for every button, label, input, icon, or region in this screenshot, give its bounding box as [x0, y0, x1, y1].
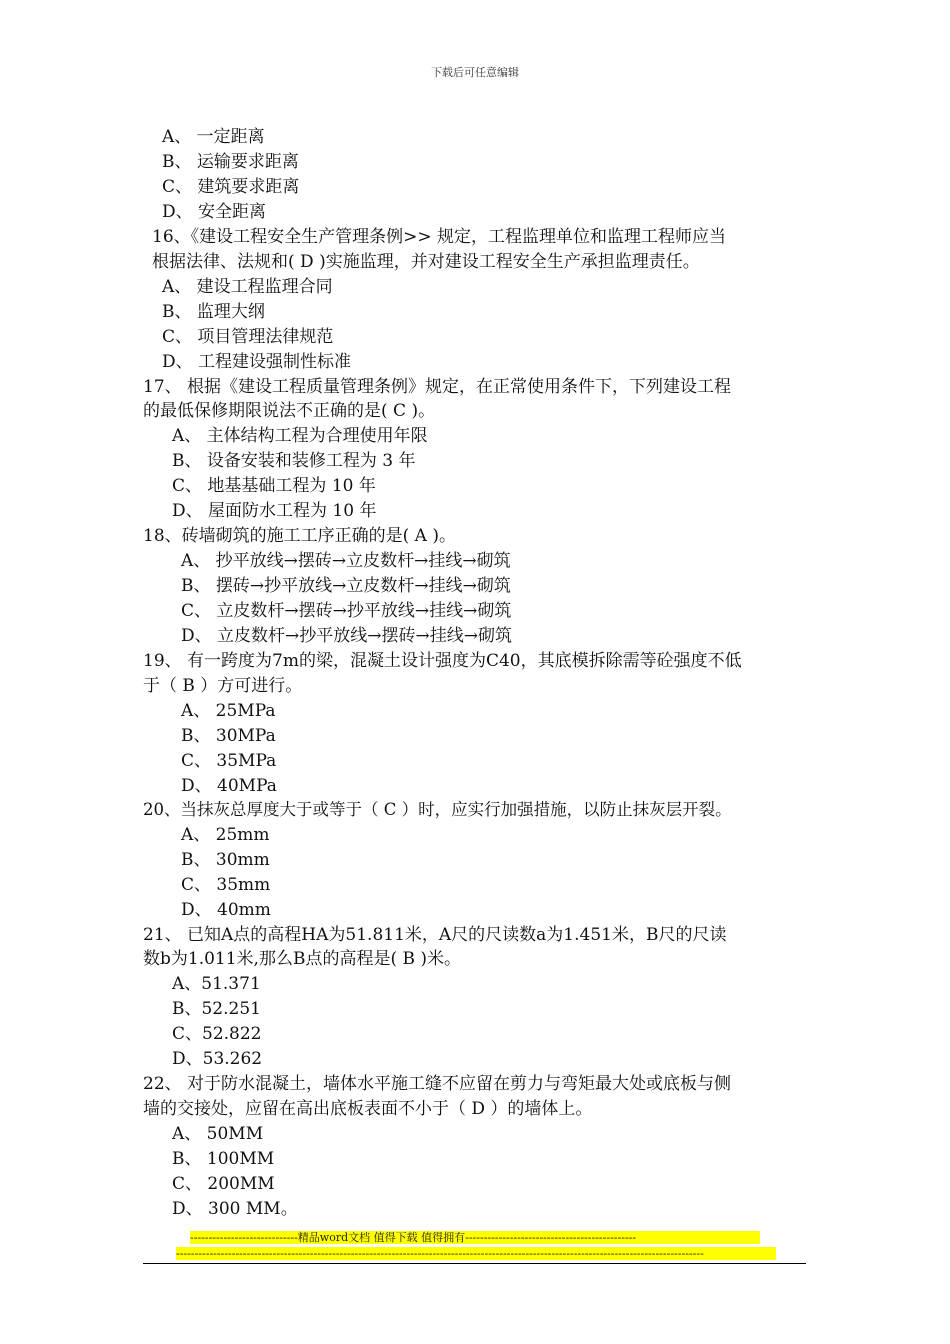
q18-option-b: B、 摆砖→抄平放线→立皮数杆→挂线→砌筑	[181, 576, 511, 596]
q16-option-d: D、 工程建设强制性标准	[162, 352, 352, 372]
q20-option-d: D、 40mm	[181, 900, 271, 920]
page-header: 下载后可任意编辑	[431, 66, 519, 79]
question-16-line2: 根据法律、法规和( D )实施监理，并对建设工程安全生产承担监理责任。	[152, 252, 700, 272]
option-a: A、 一定距离	[162, 127, 265, 147]
question-21-line2: 数b为1.011米,那么B点的高程是( B )米。	[143, 949, 462, 969]
q21-option-d: D、53.262	[172, 1049, 263, 1069]
q17-option-b: B、 设备安装和装修工程为 3 年	[172, 451, 416, 471]
q21-option-c: C、52.822	[172, 1024, 262, 1044]
q20-option-c: C、 35mm	[181, 875, 271, 895]
question-19-line2: 于（ B ）方可进行。	[143, 676, 303, 696]
option-c: C、 建筑要求距离	[162, 177, 300, 197]
q19-option-d: D、 40MPa	[181, 776, 277, 796]
question-22-line1: 22、 对于防水混凝土，墙体水平施工缝不应留在剪力与弯矩最大处或底板与侧	[143, 1074, 732, 1094]
q19-option-a: A、 25MPa	[181, 701, 276, 721]
q19-option-b: B、 30MPa	[181, 726, 276, 746]
question-16-line1: 16、《建设工程安全生产管理条例>> 规定，工程监理单位和监理工程师应当	[152, 227, 727, 247]
question-17-line2: 的最低保修期限说法不正确的是( C )。	[143, 401, 436, 421]
q22-option-b: B、 100MM	[172, 1149, 275, 1169]
q22-option-c: C、 200MM	[172, 1174, 275, 1194]
q22-option-d: D、 300 MM。	[172, 1199, 298, 1219]
q20-option-b: B、 30mm	[181, 850, 270, 870]
footer-banner-line2: ----------------------------------------------------------------------------------------------------------------------------------------------	[176, 1247, 776, 1260]
q22-option-a: A、 50MM	[172, 1124, 264, 1144]
q16-option-b: B、 监理大纲	[162, 302, 265, 322]
footer-rule	[143, 1263, 806, 1264]
q20-option-a: A、 25mm	[181, 825, 270, 845]
q21-option-a: A、51.371	[172, 974, 261, 994]
question-22-line2: 墙的交接处，应留在高出底板表面不小于（ D ）的墙体上。	[143, 1099, 593, 1119]
option-d: D、 安全距离	[162, 202, 267, 222]
q17-option-d: D、 屋面防水工程为 10 年	[172, 501, 377, 521]
question-17-line1: 17、 根据《建设工程质量管理条例》规定，在正常使用条件下，下列建设工程	[143, 377, 732, 397]
q19-option-c: C、 35MPa	[181, 751, 277, 771]
q17-option-a: A、 主体结构工程为合理使用年限	[172, 426, 428, 446]
q18-option-c: C、 立皮数杆→摆砖→抄平放线→挂线→砌筑	[181, 601, 512, 621]
footer-banner-line1: -----------------------------精品word文档 值得下载 值得拥有----------------------------------------------	[190, 1231, 760, 1244]
question-18: 18、砖墙砌筑的施工工序正确的是( A )。	[143, 526, 456, 546]
q17-option-c: C、 地基基础工程为 10 年	[172, 476, 376, 496]
q18-option-a: A、 抄平放线→摆砖→立皮数杆→挂线→砌筑	[181, 551, 511, 571]
q21-option-b: B、52.251	[172, 999, 261, 1019]
q18-option-d: D、 立皮数杆→抄平放线→摆砖→挂线→砌筑	[181, 626, 513, 646]
question-20: 20、当抹灰总厚度大于或等于（ C ）时，应实行加强措施，以防止抹灰层开裂。	[143, 800, 732, 819]
option-b: B、 运输要求距离	[162, 152, 299, 172]
q16-option-a: A、 建设工程监理合同	[162, 277, 333, 297]
question-19-line1: 19、 有一跨度为7m的梁，混凝土设计强度为C40，其底模拆除需等砼强度不低	[143, 651, 742, 671]
question-21-line1: 21、 已知A点的高程HA为51.811米，A尺的尺读数a为1.451米，B尺的尺读	[143, 925, 727, 945]
q16-option-c: C、 项目管理法律规范	[162, 327, 334, 347]
